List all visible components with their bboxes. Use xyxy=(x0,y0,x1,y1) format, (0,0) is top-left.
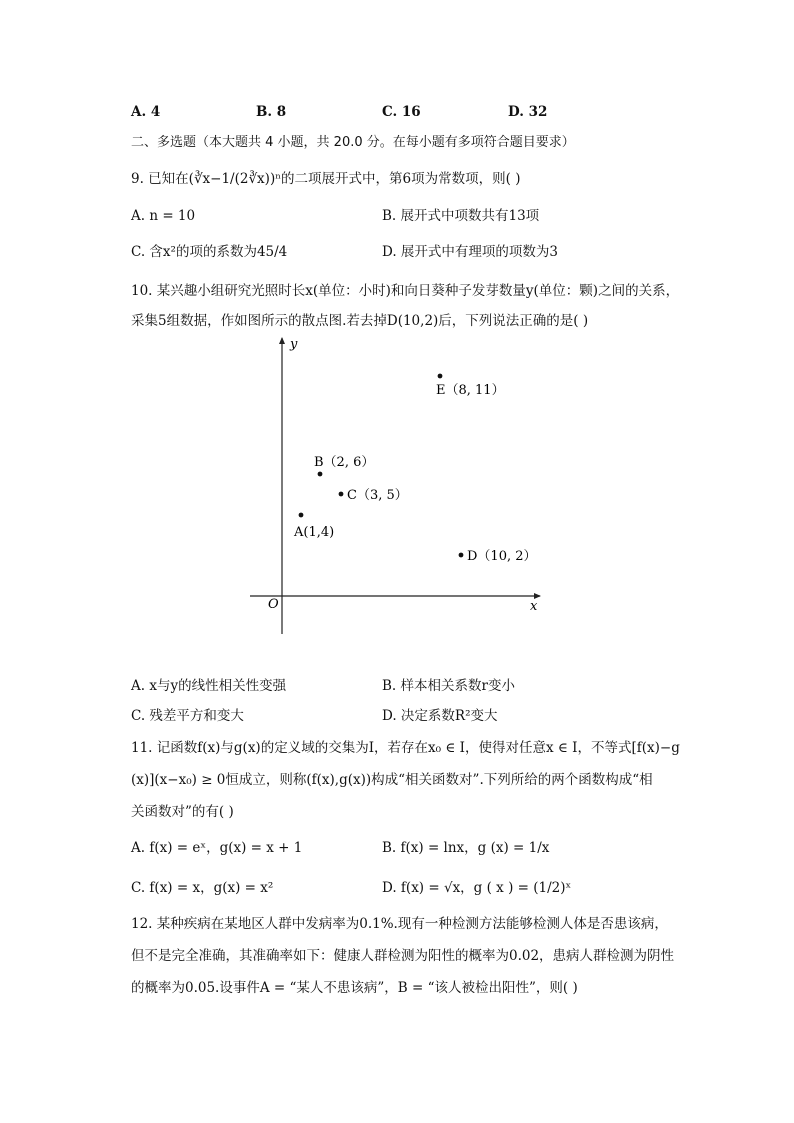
q8-option-c: C. 16 xyxy=(382,104,421,120)
q11-option-c: C. f(x) = x，g(x) = x² xyxy=(131,880,274,896)
q11-option-d: D. f(x) = √x，g ( x ) = (1/2)ˣ xyxy=(382,880,572,896)
q11-stem-line1: 11. 记函数f(x)与g(x)的定义域的交集为I，若存在x₀ ∈ I，使得对任意x ∈ I，不等式[f(x)−g xyxy=(131,740,680,756)
q11-stem-line3: 关函数对”的有( ) xyxy=(131,804,234,820)
q11-stem-line2: (x)](x−x₀) ≥ 0恒成立，则称(f(x),g(x))构成“相关函数对”.下列所给的两个函数构成“相 xyxy=(131,772,653,788)
q8-option-b: B. 8 xyxy=(256,104,287,120)
point-label-a: A(1,4) xyxy=(294,525,335,540)
y-axis-label: y xyxy=(290,337,298,352)
point-b xyxy=(318,472,323,477)
q12-stem-line3: 的概率为0.05.设事件A = “某人不患该病”，B = “该人被检出阳性”，则( ) xyxy=(131,980,578,996)
q11-option-b: B. f(x) = lnx，g (x) = 1/x xyxy=(382,840,550,856)
q11-option-a: A. f(x) = eˣ，g(x) = x + 1 xyxy=(131,840,303,856)
section2-title: 二、多选题（本大题共 4 小题，共 20.0 分。在每小题有多项符合题目要求） xyxy=(131,135,575,150)
q9-stem: 9. 已知在(∛x−1/(2∛x))ⁿ的二项展开式中，第6项为常数项，则( ) xyxy=(131,171,521,187)
q8-option-d: D. 32 xyxy=(508,104,548,120)
point-e xyxy=(438,374,443,379)
point-d xyxy=(459,553,464,558)
q9-option-b: B. 展开式中项数共有13项 xyxy=(382,208,540,224)
point-label-c: C（3, 5） xyxy=(347,488,408,503)
q9-option-a: A. n = 10 xyxy=(131,208,196,224)
q9-option-d: D. 展开式中有理项的项数为3 xyxy=(382,244,559,260)
q12-stem-line1: 12. 某种疾病在某地区人群中发病率为0.1%.现有一种检测方法能够检测人体是否患该病， xyxy=(131,916,668,932)
q10-option-c: C. 残差平方和变大 xyxy=(131,708,244,724)
q10-stem-line1: 10. 某兴趣小组研究光照时长x(单位：小时)和向日葵种子发芽数量y(单位：颗)之间的关系， xyxy=(131,283,680,299)
q10-option-d: D. 决定系数R²变大 xyxy=(382,708,498,724)
point-c xyxy=(339,492,344,497)
q9-option-c: C. 含x²的项的系数为45/4 xyxy=(131,244,288,260)
origin-label: O xyxy=(268,597,279,612)
point-label-e: E（8, 11） xyxy=(436,383,505,398)
q12-stem-line2: 但不是完全准确，其准确率如下：健康人群检测为阳性的概率为0.02，患病人群检测为阴性 xyxy=(131,948,675,964)
point-a xyxy=(299,513,304,518)
point-label-d: D（10, 2） xyxy=(467,549,537,564)
q10-stem-line2: 采集5组数据，作如图所示的散点图.若去掉D(10,2)后，下列说法正确的是( ) xyxy=(131,313,589,329)
x-axis-label: x xyxy=(530,599,538,614)
q10-option-a: A. x与y的线性相关性变强 xyxy=(131,678,287,694)
q8-option-a: A. 4 xyxy=(131,104,161,120)
point-label-b: B（2, 6） xyxy=(314,455,375,470)
q10-option-b: B. 样本相关系数r变小 xyxy=(382,678,515,694)
